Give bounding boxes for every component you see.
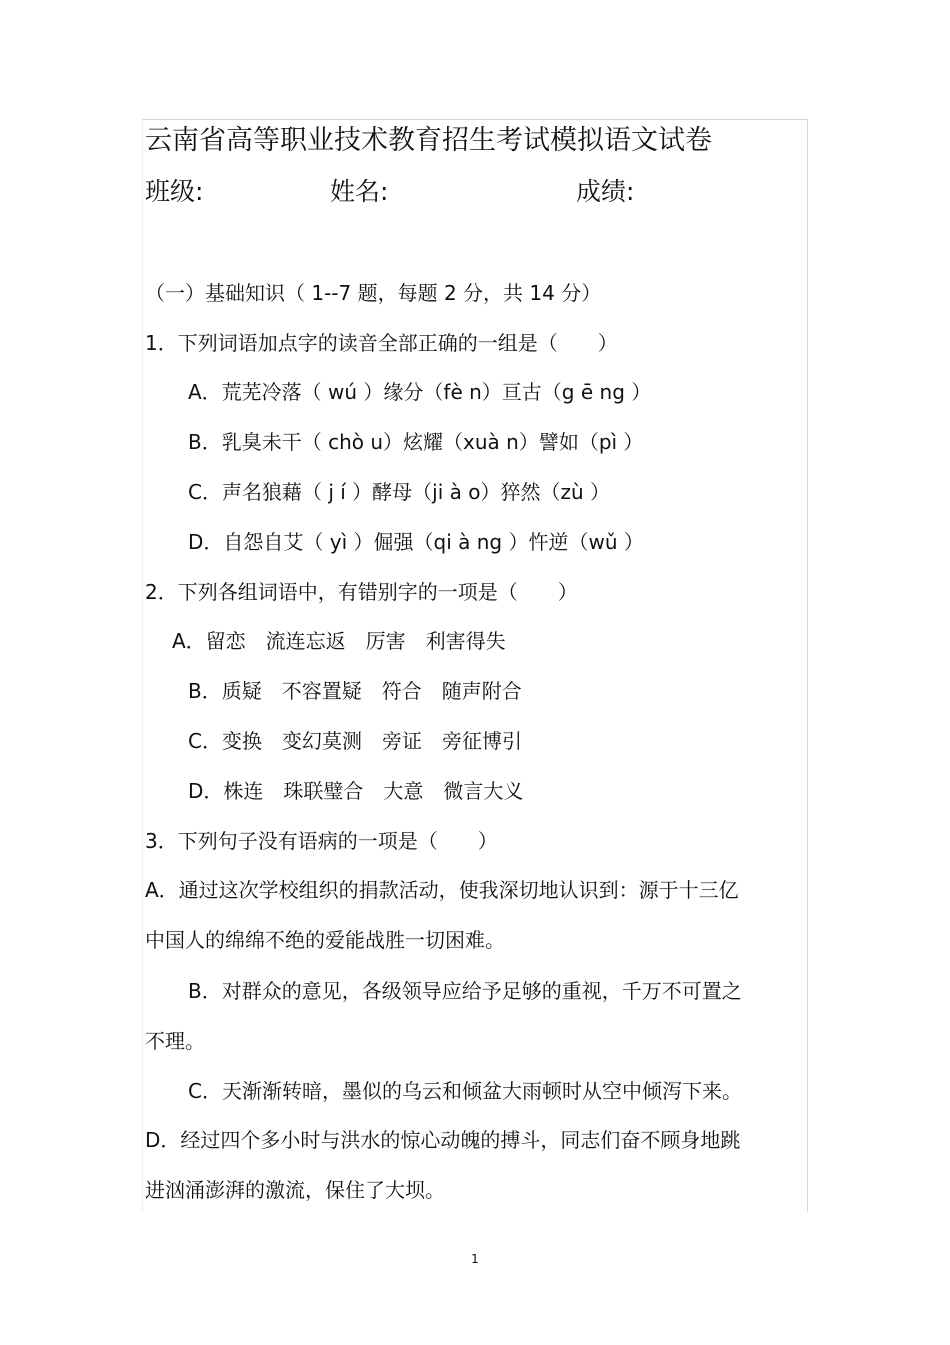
question-2-option-a: A．留恋 流连忘返 厉害 利害得失: [172, 629, 506, 653]
score-label: 成绩:: [576, 177, 635, 206]
question-2-option-d: D．株连 珠联璧合 大意 微言大义: [188, 779, 524, 803]
question-3-option-d-line1: D．经过四个多小时与洪水的惊心动魄的搏斗，同志们奋不顾身地跳: [145, 1128, 741, 1152]
class-label: 班级:: [145, 177, 204, 206]
question-1-option-d: D．自怨自艾（ yì ）倔强（qi à ng ）忤逆（wǔ ）: [188, 530, 644, 554]
question-1-stem: 1．下列词语加点字的读音全部正确的一组是（ ）: [145, 331, 618, 355]
question-3-option-c: C．天渐渐转暗，墨似的乌云和倾盆大雨顿时从空中倾泻下来。: [188, 1079, 742, 1103]
question-3-option-a-line2: 中国人的绵绵不绝的爱能战胜一切困难。: [145, 928, 505, 952]
question-3-option-d-line2: 进汹涌澎湃的激流，保住了大坝。: [145, 1178, 445, 1202]
question-3-option-a-line1: A．通过这次学校组织的捐款活动，使我深切地认识到：源于十三亿: [145, 878, 739, 902]
question-2-stem: 2．下列各组词语中，有错别字的一项是（ ）: [145, 580, 578, 604]
question-3-option-b-line2: 不理。: [145, 1029, 205, 1053]
question-3-stem: 3．下列句子没有语病的一项是（ ）: [145, 829, 498, 853]
question-2-option-b: B．质疑 不容置疑 符合 随声附合: [188, 679, 522, 703]
name-label: 姓名:: [330, 177, 389, 206]
question-1-option-a: A．荒芜冷落（ wú ）缘分（fè n）亘古（g ē ng ）: [188, 380, 652, 404]
question-1-option-c: C．声名狼藉（ j í ）酵母（ji à o）猝然（zù ）: [188, 480, 611, 504]
page-number: 1: [471, 1252, 479, 1266]
question-1-option-b: B．乳臭未干（ chò u）炫耀（xuà n）譬如（pì ）: [188, 430, 644, 454]
document-title: 云南省高等职业技术教育招生考试模拟语文试卷: [145, 125, 712, 156]
question-2-option-c: C．变换 变幻莫测 旁证 旁征博引: [188, 729, 522, 753]
section-heading: （一）基础知识（ 1--7 题，每题 2 分，共 14 分）: [145, 281, 602, 305]
question-3-option-b-line1: B．对群众的意见，各级领导应给予足够的重视，千万不可置之: [188, 979, 742, 1003]
